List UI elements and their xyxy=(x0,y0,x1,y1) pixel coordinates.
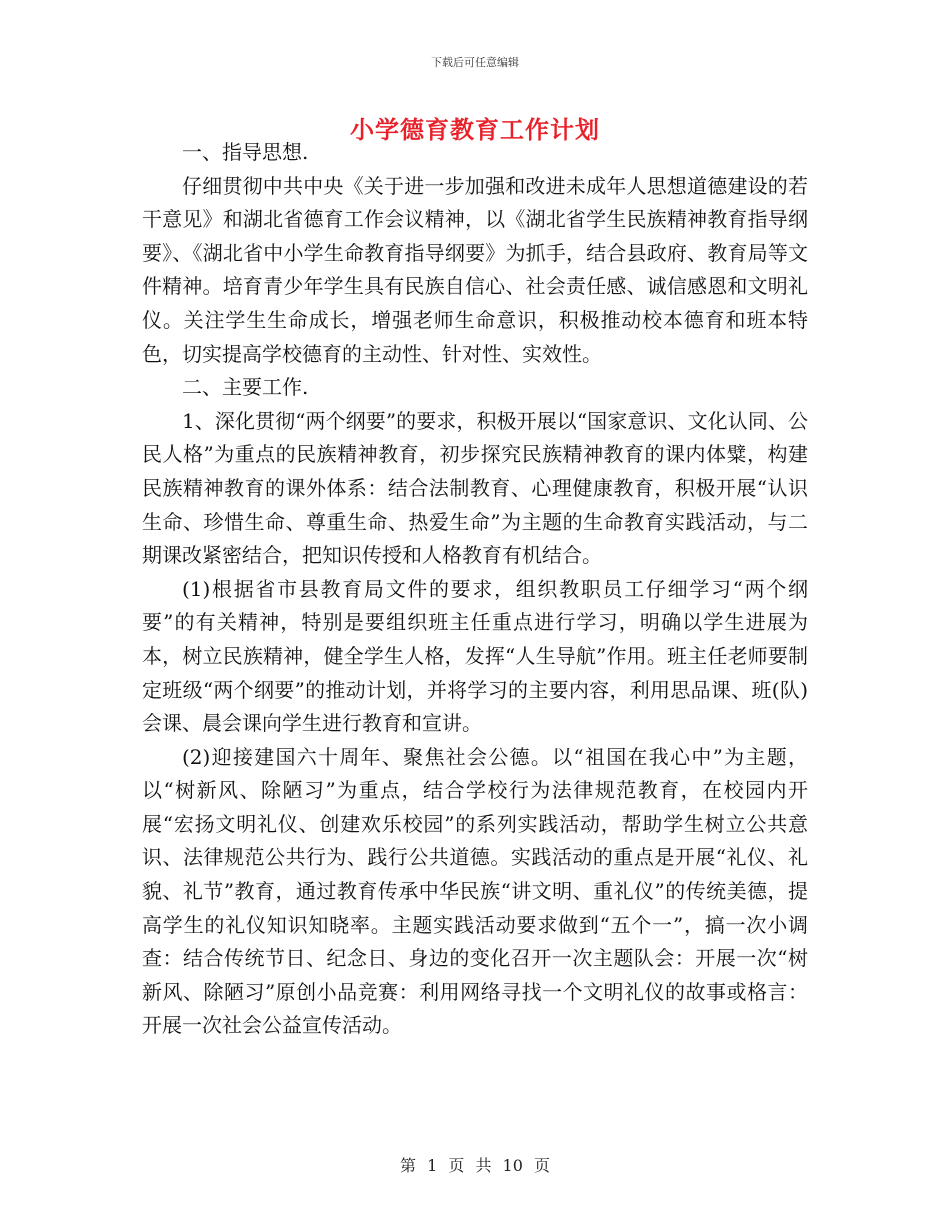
paragraph-work-item-1-1: (1)根据省市县教育局文件的要求，组织教职员工仔细学习“两个纲要”的有关精神，特别是要组织班主任重点进行学习，明确以学生进展为本，树立民族精神，健全学生人格，发挥“人生导航”作用。班主任老师要制定班级“两个纲要”的推动计划，并将学习的主要内容，利用思品课、班(队)会课、晨会课向学生进行教育和宣讲。 xyxy=(142,576,808,736)
paragraph-guiding-ideology: 仔细贯彻中共中央《关于进一步加强和改进未成年人思想道德建设的若干意见》和湖北省德育工作会议精神，以《湖北省学生民族精神教育指导纲要》、《湖北省中小学生命教育指导纲要》为抓手，结合县政府、教育局等文件精神。培育青少年学生具有民族自信心、社会责任感、诚信感恩和文明礼仪。关注学生生命成长，增强老师生命意识，积极推动校本德育和班本特色，切实提高学校德育的主动性、针对性、实效性。 xyxy=(142,173,808,366)
header-note: 下载后可任意编辑 xyxy=(431,56,519,69)
paragraph-work-item-1-2: (2)迎接建国六十周年、聚焦社会公德。以“祖国在我心中”为主题，以“树新风、除陋习”为重点，结合学校行为法律规范教育，在校园内开展“宏扬文明礼仪、创建欢乐校园”的系列实践活动，帮助学生树立公共意识、法律规范公共行为、践行公共道德。实践活动的重点是开展“礼仪、礼貌、礼节”教育，通过教育传承中华民族“讲文明、重礼仪”的传统美德，提高学生的礼仪知识知晓率。主题实践活动要求做到“五个一”，搞一次小调查：结合传统节日、纪念日、身边的变化召开一次主题队会：开展一次“树新风、除陋习”原创小品竞赛：利用网络寻找一个文明礼仪的故事或格言：开展一次社会公益宣传活动。 xyxy=(142,744,808,1038)
section-heading-guiding-ideology: 一、指导思想. xyxy=(182,140,309,164)
document-title: 小学德育教育工作计划 xyxy=(350,115,600,144)
section-heading-main-work: 二、主要工作. xyxy=(182,375,309,400)
page-footer: 第 1 页 共 10 页 xyxy=(400,1156,550,1175)
document-body xyxy=(142,136,808,1043)
paragraph-work-item-1: 1、深化贯彻“两个纲要”的要求，积极开展以“国家意识、文化认同、公民人格”为重点的民族精神教育，初步探究民族精神教育的课内体糪，构建民族精神教育的课外体系：结合法制教育、心理健康教育，积极开展“认识生命、珍惜生命、尊重生命、热爱生命”为主题的生命教育实践活动，与二期课改紧密结合，把知识传授和人格教育有机结合。 xyxy=(142,408,808,568)
